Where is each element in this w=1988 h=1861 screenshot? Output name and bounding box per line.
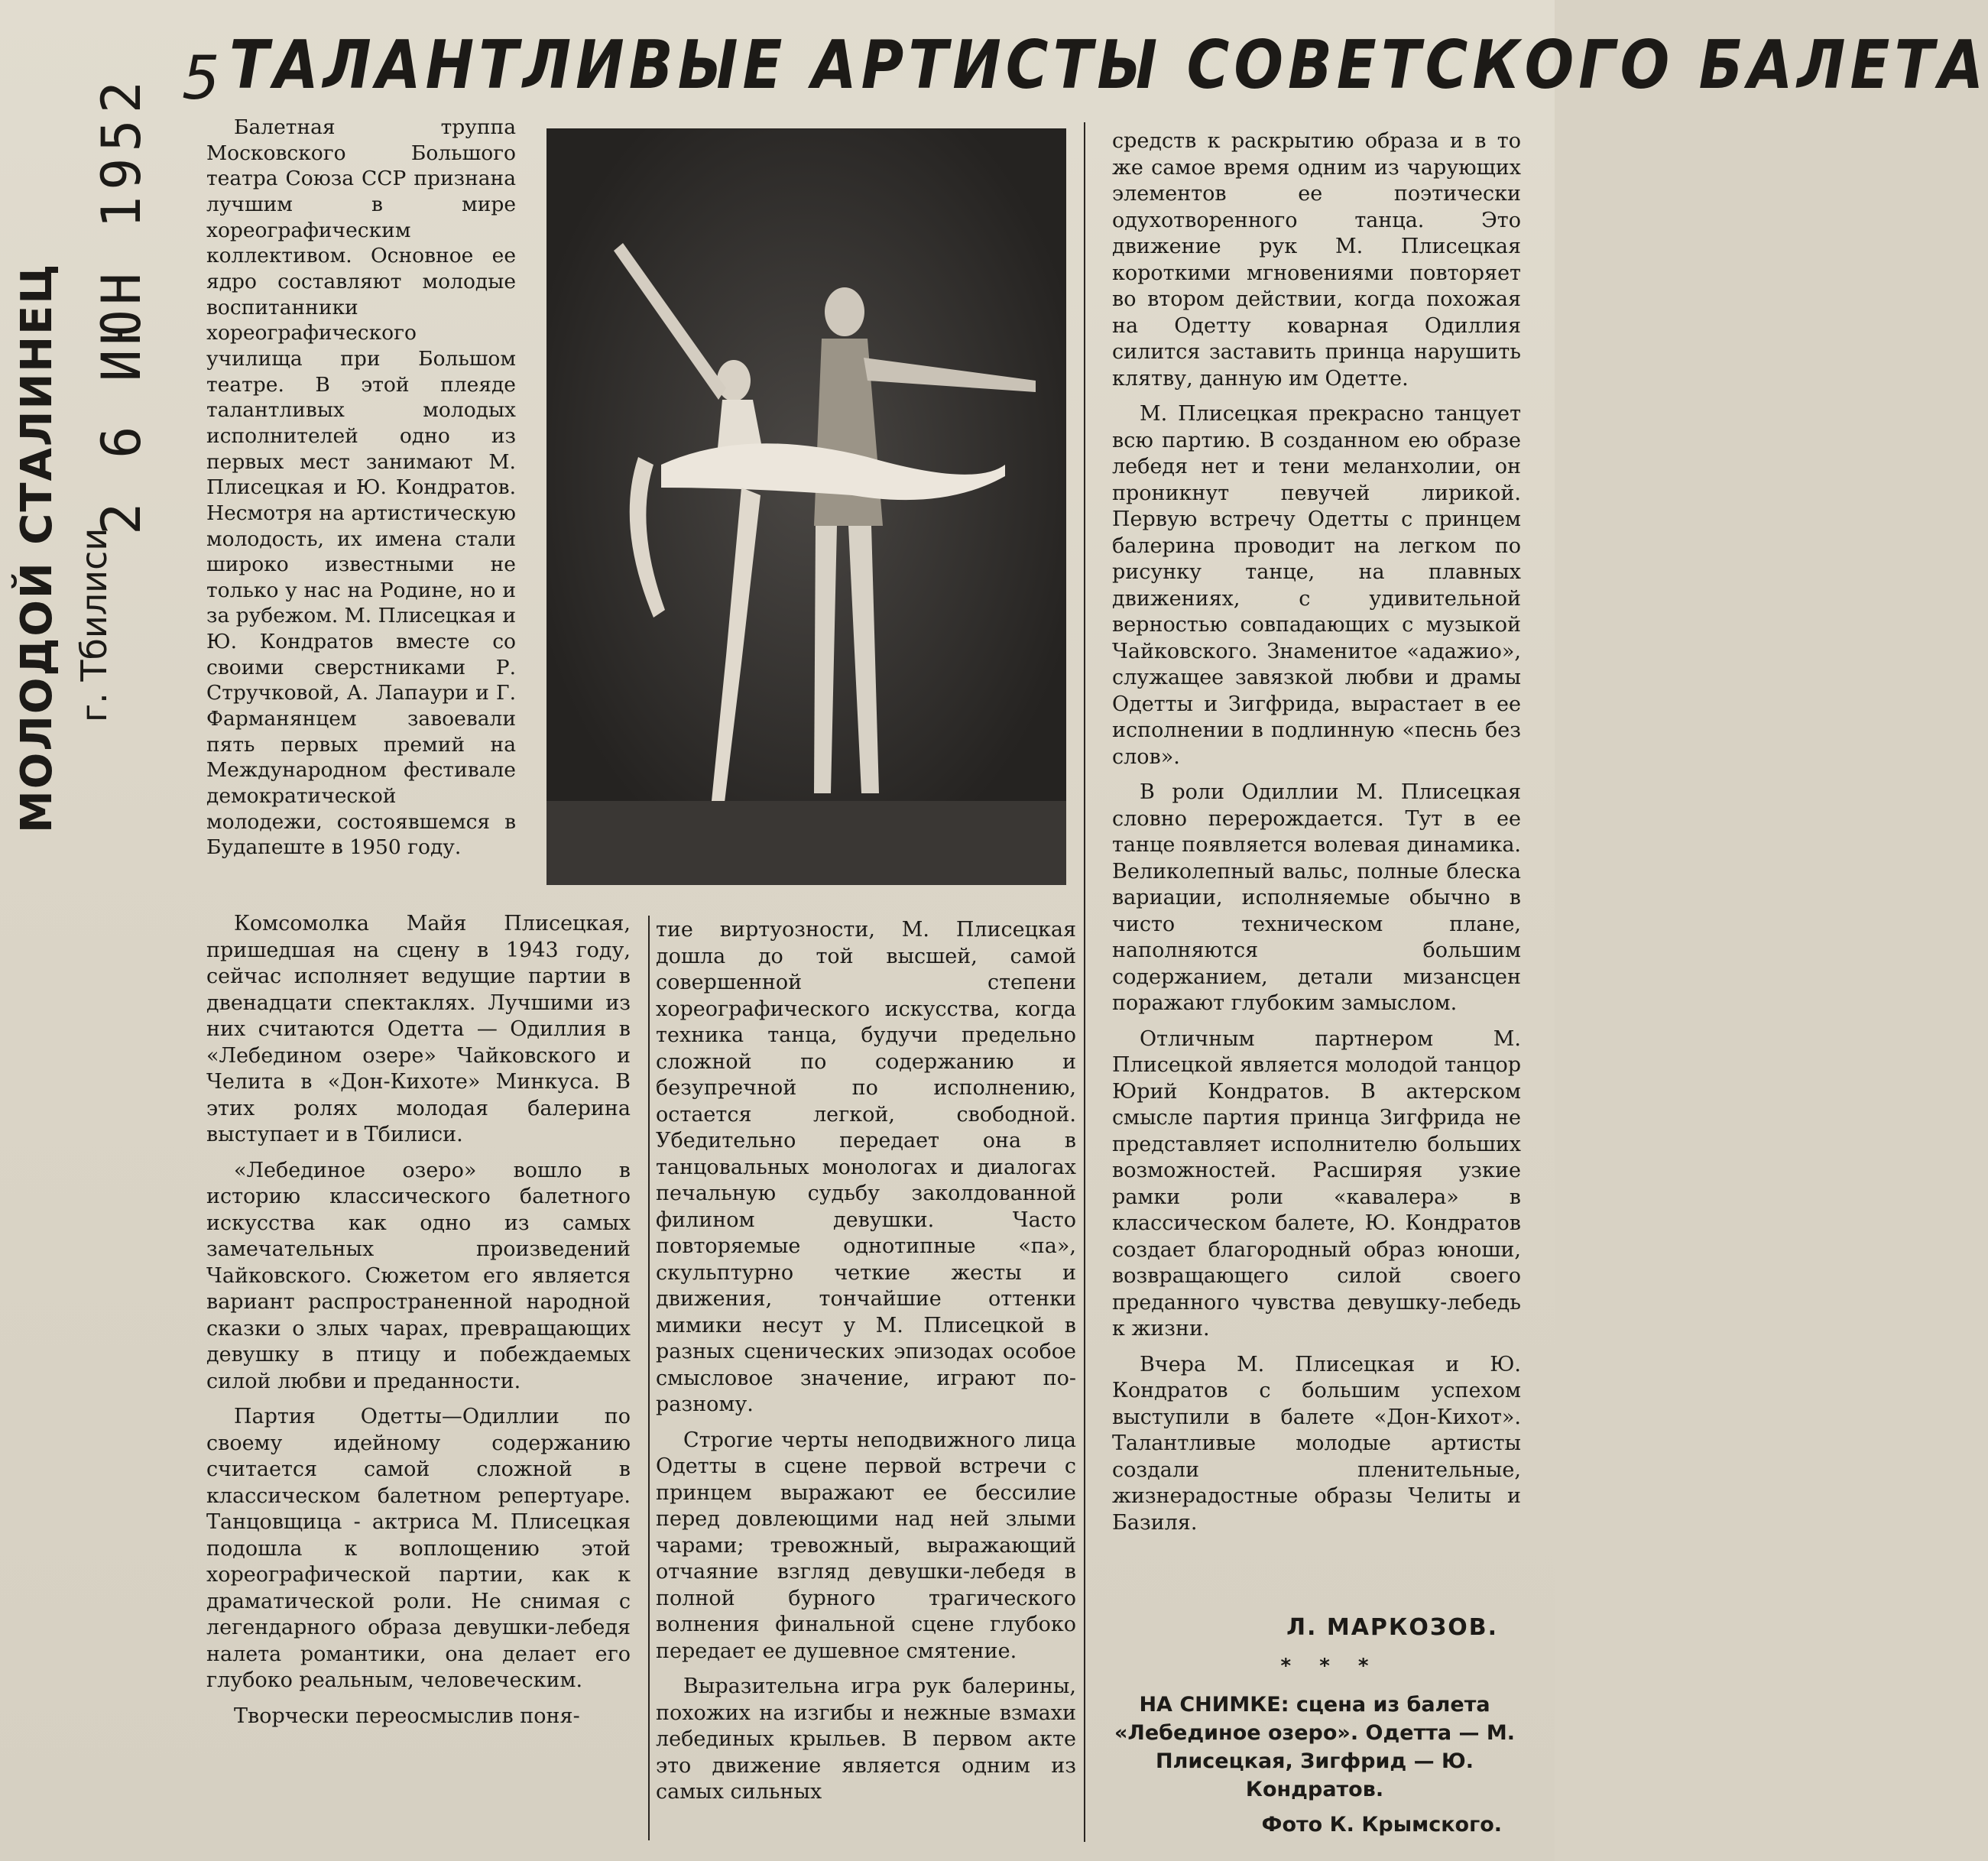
separator: * * * bbox=[1280, 1655, 1380, 1678]
paragraph: Партия Одетты—Одиллии по своему идейному содержанию считается самой сложной в классическом балетном репертуаре. Танцовщица - актриса М. Плисецкая подошла к воплощению этой хореографической партии, как к драматической роли. Не снимая с легендарного образа девушки-лебедя налета романтики, она делает его глубоко реальным, человеческим. bbox=[206, 1405, 631, 1692]
article-column-1-top bbox=[206, 115, 516, 870]
page-number: 5 bbox=[182, 44, 220, 113]
paragraph: Творчески переосмыслив поня- bbox=[234, 1704, 580, 1728]
article-column-1-bottom bbox=[206, 911, 631, 1739]
photo-credit: Фото К. Крымского. bbox=[1261, 1813, 1502, 1837]
column-rule bbox=[1084, 122, 1085, 1842]
paragraph: В роли Одиллии М. Плисецкая словно перерождается. Тут в ее танце появляется волевая динамика. Великолепный вальс, полные блеска вариации, исполняемые обычно в чисто техническом плане, наполняются большим содержанием, детали мизансцен поражают глубоким замыслом. bbox=[1112, 780, 1521, 1015]
author-signature: Л. МАРКОЗОВ. bbox=[1286, 1614, 1498, 1641]
ballet-photo bbox=[546, 128, 1066, 885]
paragraph: Балетная труппа Московского Большого театра Союза ССР признана лучшим в мире хореографическим коллективом. Основное ее ядро составляют молодые воспитанники хореографического училища при Большом театре. В этой плеяде талантливых молодых исполнителей одно из первых мест занимают М. Плисецкая и Ю. Кондратов. Несмотря на артистическую молодость, их имена стали широко известными не только у нас на Родине, но и за рубежом. М. Плисецкая и Ю. Кондратов вместе со своими сверстниками Р. Стручковой, А. Лапаури и Г. Фарманянцем завоевали пять первых премий на Международном фестивале демократической молодежи, состоявшемся в Будапеште в 1950 году. bbox=[206, 115, 516, 860]
ballet-dancers-image bbox=[546, 128, 1066, 885]
paragraph: «Лебединое озеро» вошло в историю классического балетного искусства как одно из самых замечательных произведений Чайковского. Сюжетом его является вариант распространенной народной сказки о злых чарах, превращающих девушку в птицу и побеждаемых силой любви и преданности. bbox=[206, 1158, 631, 1393]
date-stamp: 2 6 ИЮН 1952 bbox=[90, 75, 153, 535]
column-rule bbox=[648, 916, 650, 1840]
paragraph: Комсомолка Майя Плисецкая, пришедшая на сцену в 1943 году, сейчас исполняет ведущие партии в двенадцати спектаклях. Лучшими из них считаются Одетта — Одиллия в «Лебедином озере» Чайковского и Челита в «Дон-Кихоте» Минкуса. В этих ролях молодая балерина выступает и в Тбилиси. bbox=[206, 912, 631, 1146]
newspaper-masthead: МОЛОДОЙ СТАЛИНЕЦ bbox=[12, 262, 62, 833]
paragraph: Строгие черты неподвижного лица Одетты в сцене первой встречи с принцем выражают ее бессилие перед довлеющими над ней злыми чарами; тревожный, выражающий отчаяние взгляд девушки-лебедя в полной бурного трагического волнения финальной сцене глубоко передает ее душевное смятение. bbox=[656, 1428, 1076, 1663]
article-column-3 bbox=[1112, 128, 1521, 1545]
paragraph: Отличным партнером М. Плисецкой является молодой танцор Юрий Кондратов. В актерском смысле партия принца Зигфрида не представляет исполнителю больших возможностей. Расширяя узкие рамки роли «кавалера» в классическом балете, Ю. Кондратов создает благородный образ юноши, возвращающего силой своего преданного чувства девушку-лебедь к жизни. bbox=[1112, 1026, 1521, 1341]
paragraph: Выразительна игра рук балерины, похожих на изгибы и нежные взмахи лебединых крыльев. В первом акте это движение является одним из самых сильных bbox=[656, 1675, 1076, 1804]
headline: ТАЛАНТЛИВЫЕ АРТИСТЫ СОВЕТСКОГО БАЛЕТА bbox=[229, 25, 1988, 104]
paragraph: Вчера М. Плисецкая и Ю. Кондратов с большим успехом выступили в балете «Дон-Кихот». Талантливые молодые артисты создали пленительные, жизнерадостные образы Челиты и Базиля. bbox=[1112, 1352, 1521, 1535]
paragraph: средств к раскрытию образа и в то же самое время одним из чарующих элементов ее поэтически одухотворенного танца. Это движение рук М. Плисецкая короткими мгновениями повторяет во втором действии, когда похожая на Одетту коварная Одиллия силится заставить принца нарушить клятву, данную им Одетте. bbox=[1112, 129, 1521, 391]
paragraph: тие виртуозности, М. Плисецкая дошла до той высшей, самой совершенной степени хореографического искусства, когда техника танца, будучи предельно сложной по содержанию и безупречной по исполнению, остается легкой, свободной. Убедительно передает она в танцовальных монологах и диалогах печальную судьбу заколдованной филином девушки. Часто повторяемые однотипные «па», скульптурно четкие жесты и движения, тончайшие оттенки мимики несут у М. Плисецкой в разных сценических эпизодах особое смысловое значение, играют по-разному. bbox=[656, 918, 1076, 1416]
article-column-2 bbox=[656, 917, 1076, 1815]
paragraph: М. Плисецкая прекрасно танцует всю партию. В созданном ею образе лебедя нет и тени меланхолии, он проникнут певучей лирикой. Первую встречу Одетты с принцем балерина проводит на легком по рисунку танце, на плавных движениях, с удивительной верностью совпадающих с музыкой Чайковского. Знаменитое «адажио», служащее завязкой любви и драмы Одетты и Зигфрида, вырастает в ее исполнении в подлинную «песнь без слов». bbox=[1112, 402, 1521, 769]
city-label: г. Тбилиси bbox=[73, 527, 115, 722]
photo-caption: НА СНИМКЕ: сцена из балета «Лебединое озеро». Одетта — М. Плисецкая, Зигфрид — Ю. Кондратов. bbox=[1114, 1693, 1516, 1801]
